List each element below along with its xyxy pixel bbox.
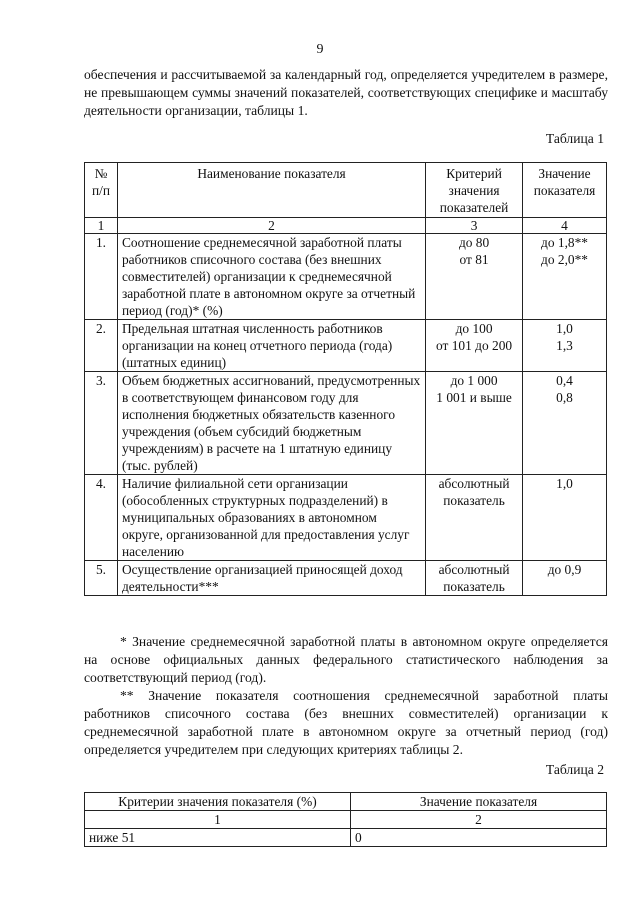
- criterion-value: до 100: [455, 321, 493, 336]
- row-criteria: [426, 320, 523, 372]
- table2-header: Критерии значения показателя (%): [85, 793, 351, 811]
- col-number: 2: [351, 811, 607, 829]
- row-values: [523, 561, 607, 596]
- row-name: Объем бюджетных ассигнований, предусмотренных в соответствующем финансовом году для исполнения бюджетных обязательств казенного учреждения (объем субсидий бюджетным учреждениям) в расчете на 1 штатную единицу (тыс. рублей): [117, 372, 425, 475]
- indicator-value: 0,8: [556, 390, 573, 405]
- row-num: 2.: [85, 320, 118, 372]
- header-num: № п/п: [85, 163, 118, 218]
- row-name: Соотношение среднемесячной заработной платы работников списочного состава (без внешних совместителей) организации к среднемесячной заработной плате в автономном округе за отчетный период (год)* (%): [117, 234, 425, 320]
- row-name: Осуществление организацией приносящей доход деятельности***: [117, 561, 425, 596]
- footnote-2: ** Значение показателя соотношения среднемесячной заработной платы работников списочного состава (без внешних совместителей) организации к среднемесячной заработной плате в автономном округе за отчетный период (год) определяется учредителем при следующих критериях таблицы 2.: [84, 688, 608, 757]
- col-number: 4: [523, 218, 607, 234]
- header-value: Значение показателя: [523, 163, 607, 218]
- page-number: 9: [316, 42, 324, 57]
- row-num: 3.: [85, 372, 118, 475]
- col-number: 2: [117, 218, 425, 234]
- criterion-value: абсолютный показатель: [438, 562, 510, 594]
- indicator-value: 1,0: [556, 476, 573, 491]
- row-num: 1.: [85, 234, 118, 320]
- row-values: [523, 475, 607, 561]
- table-row: [85, 372, 607, 475]
- criterion-value: абсолютный показатель: [438, 476, 510, 508]
- table1-header-row: [85, 163, 607, 218]
- table-row: [85, 475, 607, 561]
- indicator-value: 1,0: [556, 321, 573, 336]
- indicator-value: до 0,9: [547, 562, 582, 577]
- row-name: Предельная штатная численность работников организации на конец отчетного периода (года) (штатных единиц): [117, 320, 425, 372]
- indicator-value: 0,4: [556, 373, 573, 388]
- indicator-value: 1,3: [556, 338, 573, 353]
- table2-caption: Таблица 2: [545, 762, 604, 777]
- table2-cell: 0: [351, 829, 607, 847]
- criterion-value: от 101 до 200: [436, 338, 513, 353]
- criterion-value: до 80: [458, 235, 490, 250]
- row-num: 4.: [85, 475, 118, 561]
- table-row: [85, 561, 607, 596]
- criteria-table: [84, 792, 607, 847]
- criterion-value: 1 001 и выше: [436, 390, 512, 405]
- row-name: Наличие филиальной сети организации (обособленных структурных подразделений) в муниципальных образованиях в автономном округе, организованной для предоставления услуг населению: [117, 475, 425, 561]
- criterion-value: до 1 000: [450, 373, 498, 388]
- intro-paragraph: обеспечения и рассчитываемой за календарный год, определяется учредителем в размере, не превышающем суммы значений показателей, соответствующих специфике и масштабу деятельности организации, таблицы 1.: [84, 67, 608, 118]
- criterion-value: от 81: [459, 252, 489, 267]
- footnote-1: * Значение среднемесячной заработной платы в автономном округе определяется на основе официальных данных федерального статистического наблюдения за соответствующий период (год).: [84, 634, 608, 685]
- table-row: [85, 829, 607, 847]
- row-criteria: [426, 561, 523, 596]
- table2-column-numbers: [85, 811, 607, 829]
- row-criteria: [426, 475, 523, 561]
- row-criteria: [426, 372, 523, 475]
- col-number: 1: [85, 218, 118, 234]
- row-num: 5.: [85, 561, 118, 596]
- footnotes: [84, 633, 608, 759]
- header-name: Наименование показателя: [117, 163, 425, 218]
- table2-cell: ниже 51: [85, 829, 351, 847]
- row-criteria: [426, 234, 523, 320]
- row-values: [523, 320, 607, 372]
- table1-column-numbers: [85, 218, 607, 234]
- table2-header-row: [85, 793, 607, 811]
- indicators-table: [84, 162, 607, 596]
- table-row: [85, 320, 607, 372]
- row-values: [523, 372, 607, 475]
- table-row: [85, 234, 607, 320]
- header-criterion: Критерий значения показателей: [426, 163, 523, 218]
- col-number: 1: [85, 811, 351, 829]
- col-number: 3: [426, 218, 523, 234]
- table2-header: Значение показателя: [351, 793, 607, 811]
- table1-caption: Таблица 1: [545, 131, 604, 146]
- indicator-value: до 1,8**: [541, 235, 589, 250]
- row-values: [523, 234, 607, 320]
- indicator-value: до 2,0**: [541, 252, 589, 267]
